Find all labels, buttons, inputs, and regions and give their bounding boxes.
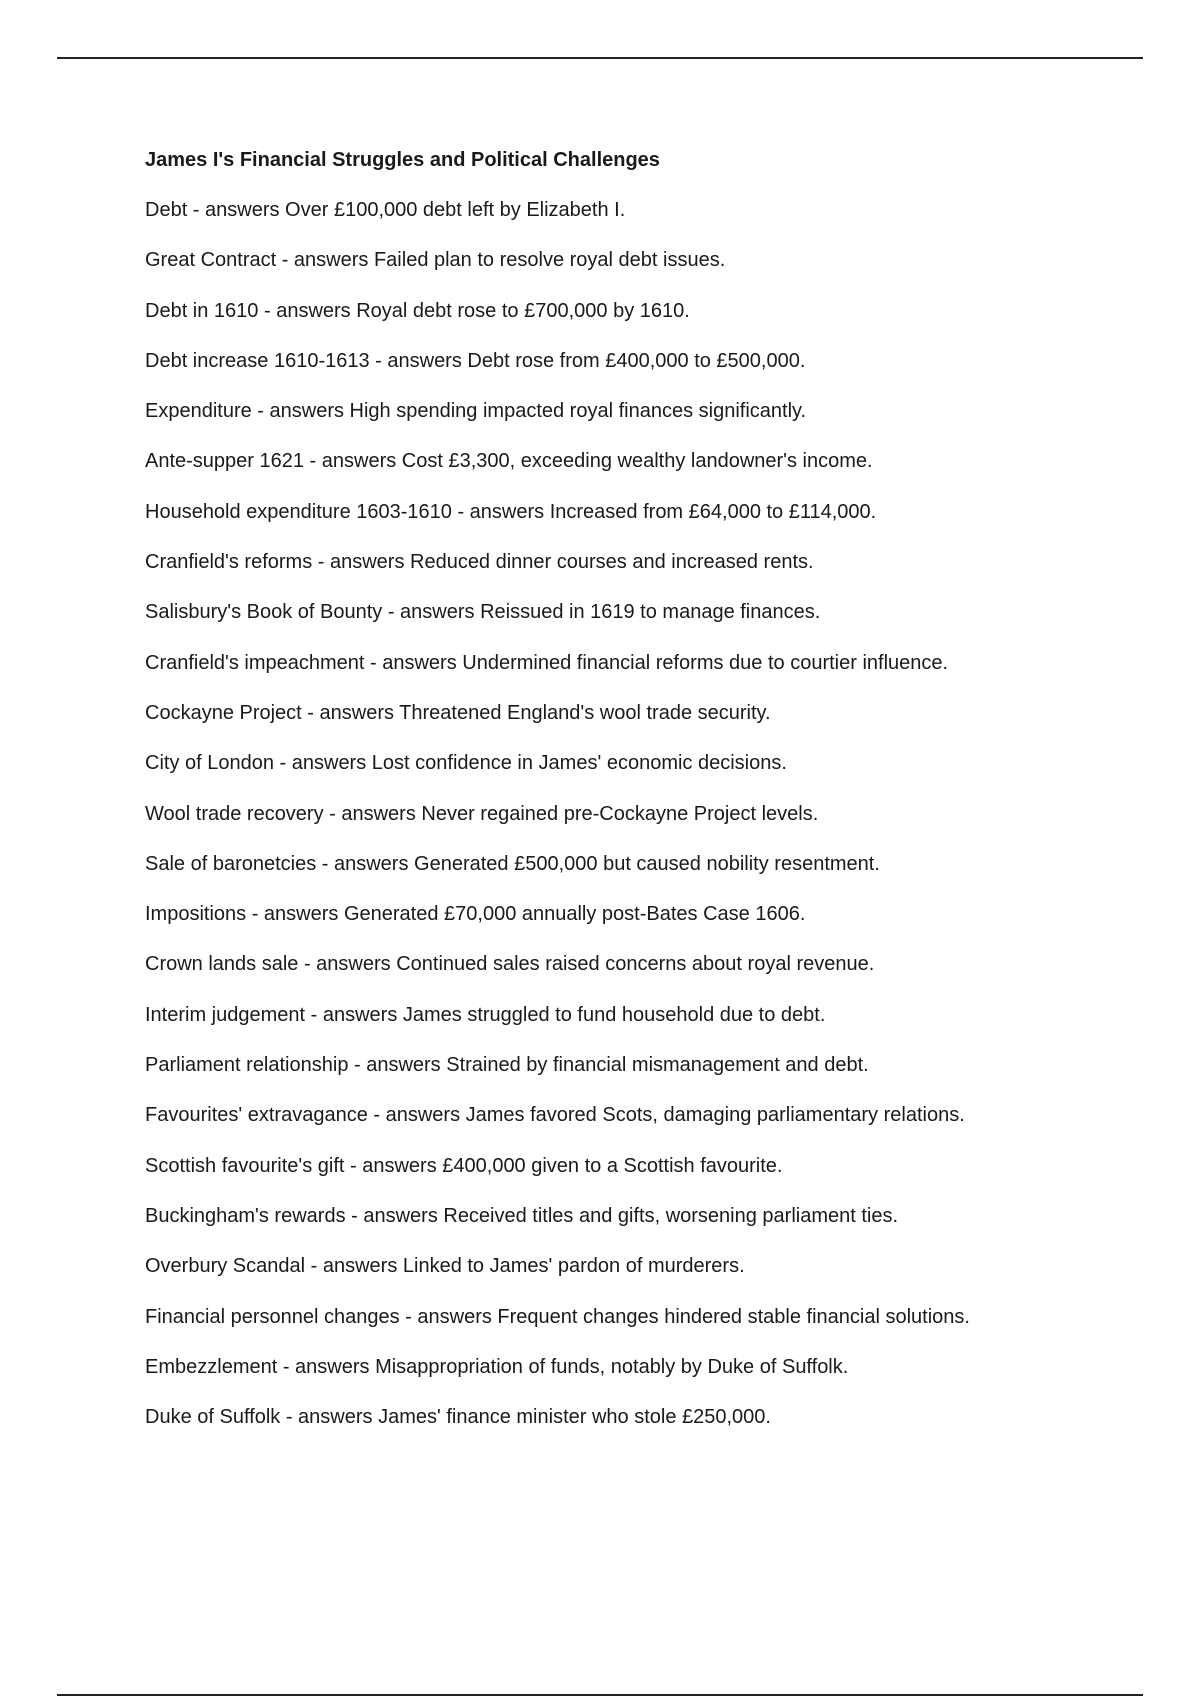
entry-item: Impositions - answers Generated £70,000 annually post-Bates Case 1606. xyxy=(145,903,806,926)
document-title: James I's Financial Struggles and Political Challenges xyxy=(145,149,660,171)
entry-item: Debt increase 1610-1613 - answers Debt rose from £400,000 to £500,000. xyxy=(145,349,806,372)
entry-item: Cranfield's impeachment - answers Undermined financial reforms due to courtier influence. xyxy=(145,651,949,674)
entry-list xyxy=(145,193,1145,1434)
entry-item: City of London - answers Lost confidence in James' economic decisions. xyxy=(145,752,787,775)
entry-item: Ante-supper 1621 - answers Cost £3,300, exceeding wealthy landowner's income. xyxy=(145,450,873,473)
entry-item: Financial personnel changes - answers Frequent changes hindered stable financial solutions. xyxy=(145,1305,970,1328)
entry-item: Favourites' extravagance - answers James favored Scots, damaging parliamentary relations. xyxy=(145,1104,965,1127)
entry-item: Overbury Scandal - answers Linked to James' pardon of murderers. xyxy=(145,1255,745,1278)
entry-item: Interim judgement - answers James struggled to fund household due to debt. xyxy=(145,1003,826,1026)
entry-item: Duke of Suffolk - answers James' finance minister who stole £250,000. xyxy=(145,1406,771,1429)
entry-item: Parliament relationship - answers Strained by financial mismanagement and debt. xyxy=(145,1054,869,1077)
entry-item: Great Contract - answers Failed plan to resolve royal debt issues. xyxy=(145,249,726,272)
entry-item: Salisbury's Book of Bounty - answers Reissued in 1619 to manage finances. xyxy=(145,601,821,624)
entry-item: Buckingham's rewards - answers Received titles and gifts, worsening parliament ties. xyxy=(145,1204,899,1227)
bottom-rule xyxy=(57,1694,1143,1696)
entry-item: Household expenditure 1603-1610 - answers Increased from £64,000 to £114,000. xyxy=(145,500,877,523)
entry-item: Debt in 1610 - answers Royal debt rose to £700,000 by 1610. xyxy=(145,299,690,322)
entry-item: Sale of baronetcies - answers Generated £500,000 but caused nobility resentment. xyxy=(145,852,880,875)
document-body xyxy=(145,143,1145,1450)
entry-item: Expenditure - answers High spending impacted royal finances significantly. xyxy=(145,400,807,423)
entry-item: Crown lands sale - answers Continued sales raised concerns about royal revenue. xyxy=(145,953,875,976)
entry-item: Wool trade recovery - answers Never regained pre-Cockayne Project levels. xyxy=(145,802,819,825)
entry-item: Cockayne Project - answers Threatened England's wool trade security. xyxy=(145,701,771,724)
entry-item: Scottish favourite's gift - answers £400,000 given to a Scottish favourite. xyxy=(145,1154,783,1177)
entry-item: Embezzlement - answers Misappropriation of funds, notably by Duke of Suffolk. xyxy=(145,1355,849,1378)
top-rule xyxy=(57,57,1143,59)
entry-item: Cranfield's reforms - answers Reduced dinner courses and increased rents. xyxy=(145,551,814,574)
entry-item: Debt - answers Over £100,000 debt left by Elizabeth I. xyxy=(145,199,626,221)
